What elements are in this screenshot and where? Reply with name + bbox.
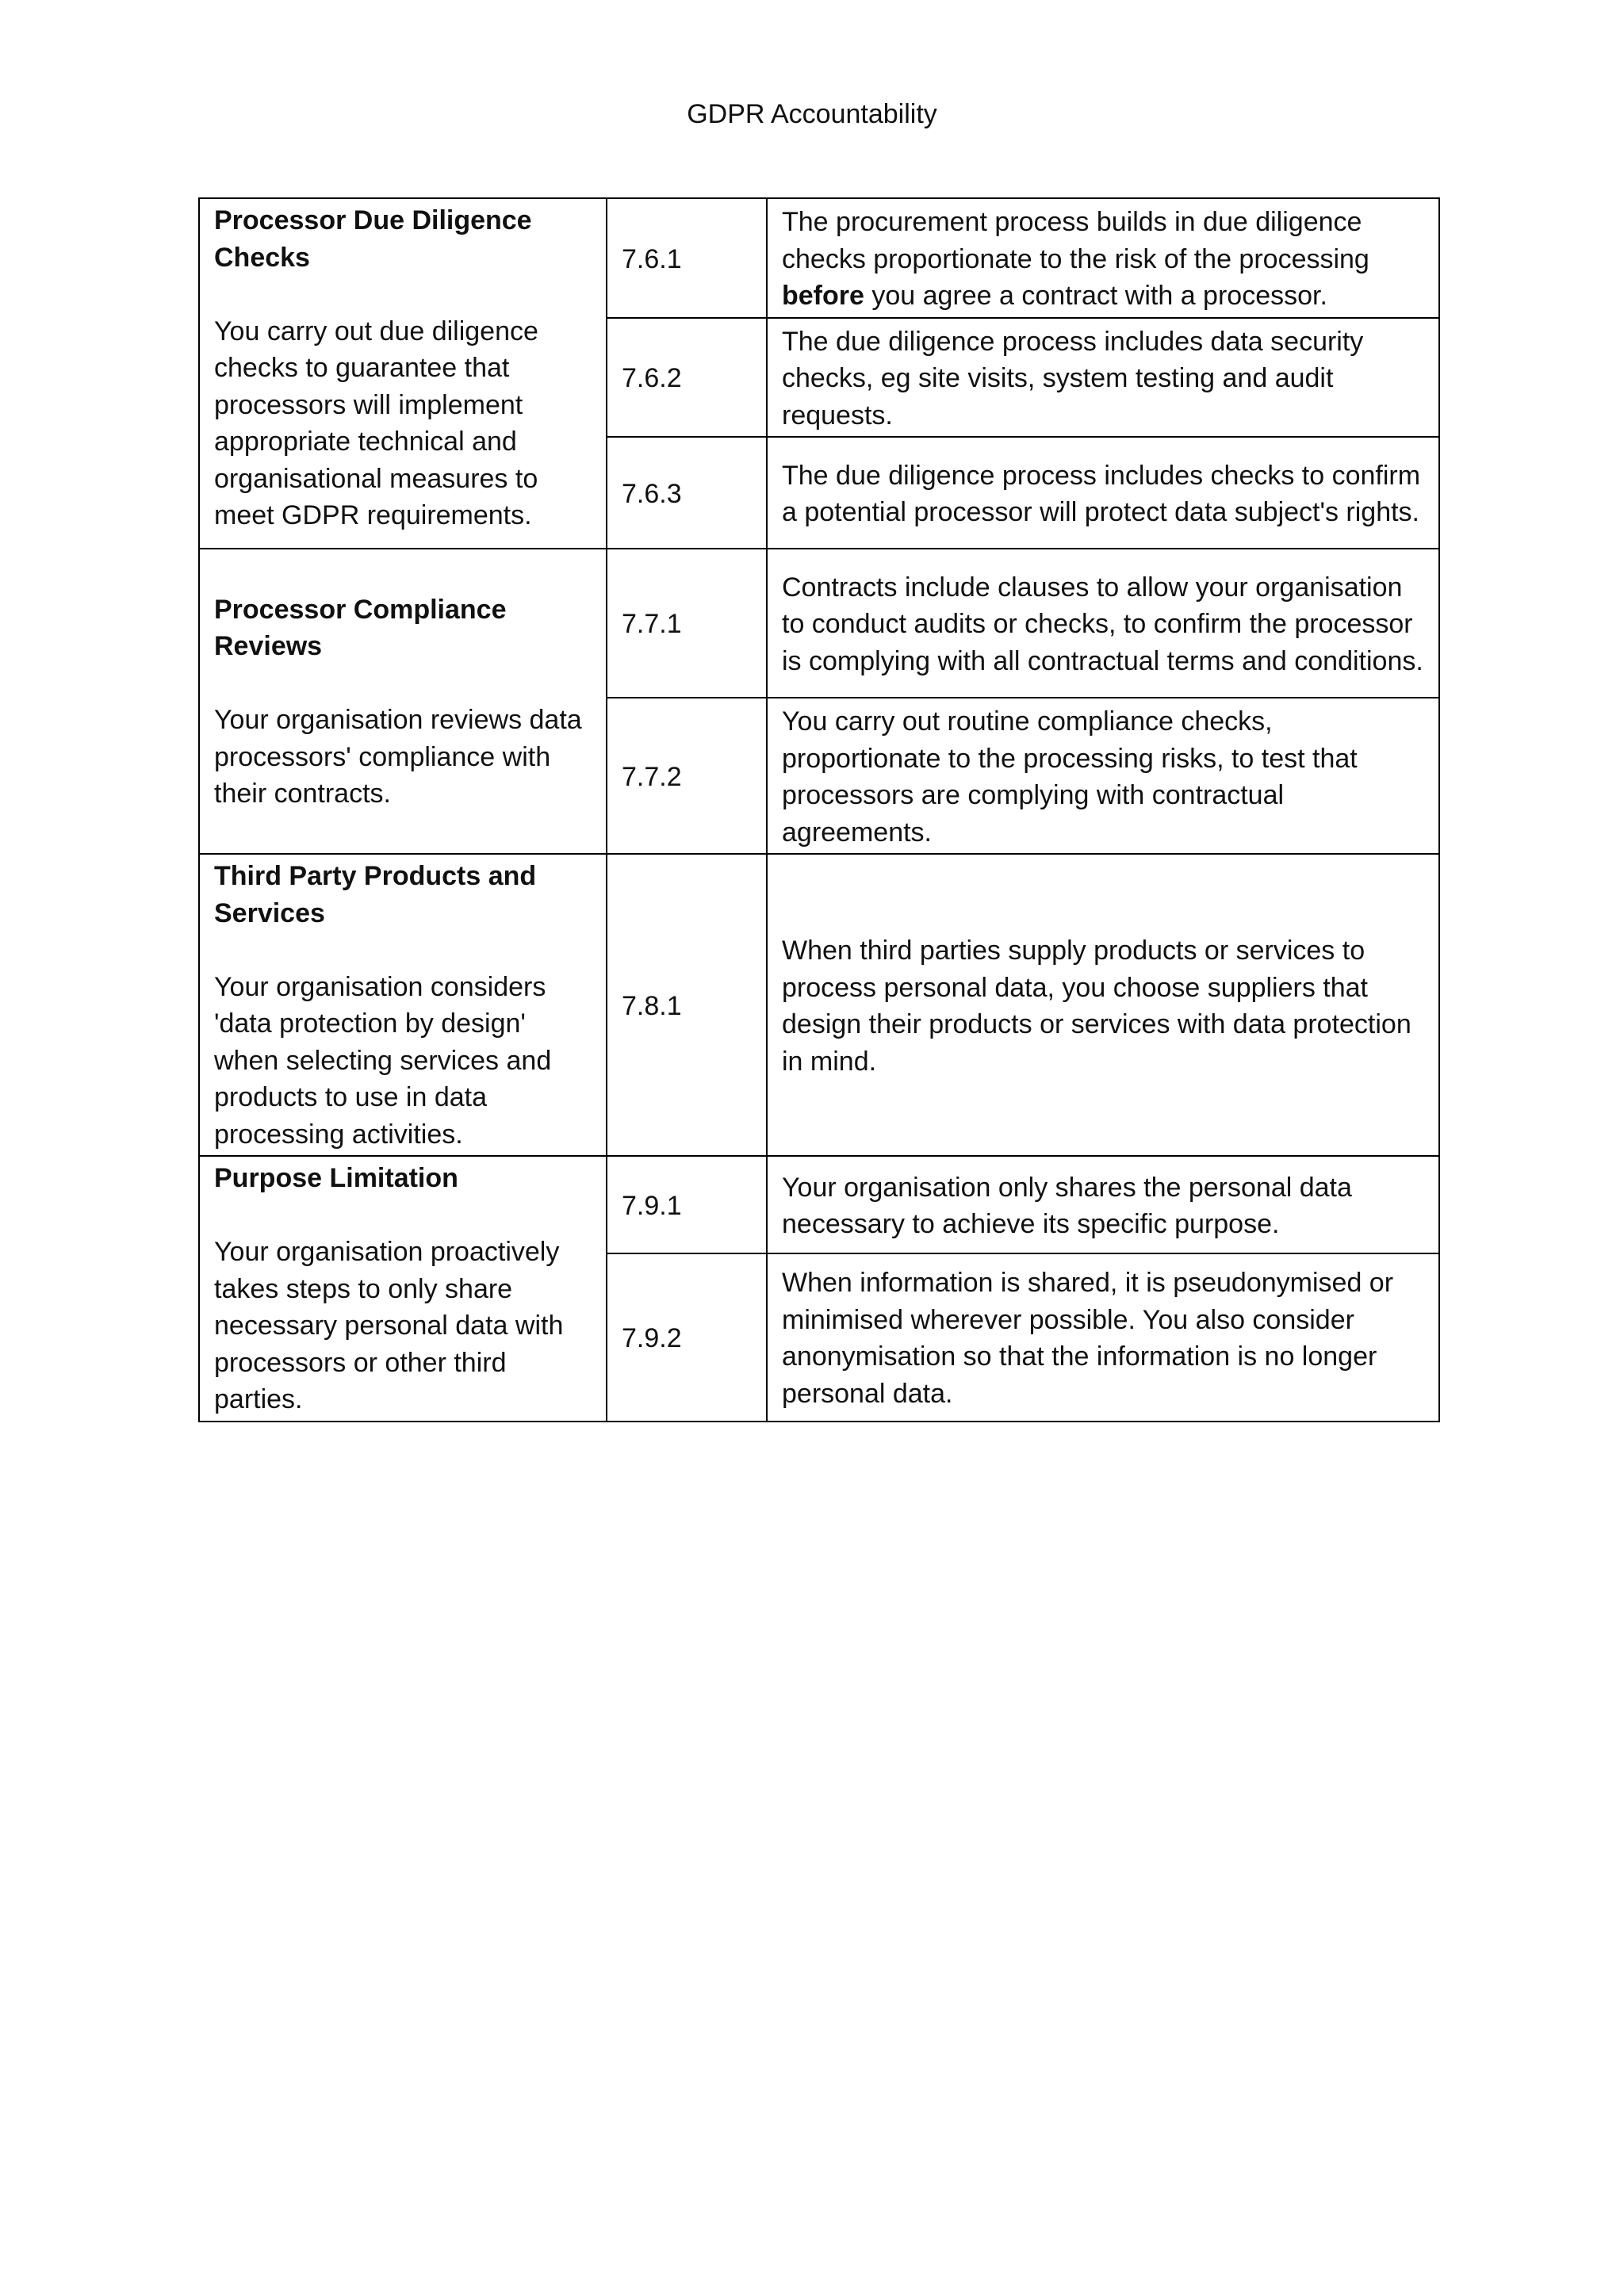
table-row <box>199 1156 1439 1253</box>
item-text: When information is shared, it is pseudonymised or minimised wherever possible. You also consider anonymisation so that the information is no longer personal data. <box>767 1253 1439 1421</box>
section-cell-third-party <box>199 854 607 1156</box>
section-cell-due-diligence <box>199 198 607 549</box>
item-text: Contracts include clauses to allow your organisation to conduct audits or checks, to confirm the processor is complying with all contractual terms and conditions. <box>767 549 1439 698</box>
section-title: Third Party Products and Services <box>214 861 537 928</box>
item-text: When third parties supply products or services to process personal data, you choose suppliers that design their products or services with data protection in mind. <box>767 854 1439 1156</box>
item-ref: 7.9.1 <box>607 1156 767 1253</box>
section-cell-purpose-limitation <box>199 1156 607 1422</box>
table-row <box>199 549 1439 698</box>
emphasis-text: before <box>782 281 864 311</box>
accountability-table <box>198 197 1440 1422</box>
item-ref: 7.6.3 <box>607 437 767 549</box>
table-row <box>199 854 1439 1156</box>
section-title: Processor Compliance Reviews <box>214 594 507 661</box>
item-text: The due diligence process includes checks to confirm a potential processor will protect data subject's rights. <box>767 437 1439 549</box>
item-ref: 7.8.1 <box>607 854 767 1156</box>
item-text: Your organisation only shares the personal data necessary to achieve its specific purpose. <box>767 1156 1439 1253</box>
item-text: The procurement process builds in due diligence checks proportionate to the risk of the processing before you agree a contract with a processor. <box>767 198 1439 318</box>
section-title: Purpose Limitation <box>214 1163 458 1193</box>
item-ref: 7.6.1 <box>607 198 767 318</box>
item-ref: 7.6.2 <box>607 318 767 438</box>
item-ref: 7.9.2 <box>607 1253 767 1421</box>
section-description: You carry out due diligence checks to guarantee that processors will implement appropriate technical and organisational measures to meet GDPR requirements. <box>214 316 538 530</box>
item-text: The due diligence process includes data security checks, eg site visits, system testing and audit requests. <box>767 318 1439 438</box>
section-description: Your organisation proactively takes steps to only share necessary personal data with processors or other third parties. <box>214 1237 564 1414</box>
table-row <box>199 198 1439 318</box>
section-description: Your organisation considers 'data protection by design' when selecting services and products to use in data processing activities. <box>214 971 552 1150</box>
section-cell-compliance-reviews <box>199 549 607 854</box>
section-description: Your organisation reviews data processors' compliance with their contracts. <box>214 705 582 809</box>
item-ref: 7.7.2 <box>607 698 767 854</box>
item-text: You carry out routine compliance checks, proportionate to the processing risks, to test that processors are complying with contractual agreements. <box>767 698 1439 854</box>
section-title: Processor Due Diligence Checks <box>214 205 532 273</box>
page-header: GDPR Accountability <box>687 99 937 129</box>
item-ref: 7.7.1 <box>607 549 767 698</box>
